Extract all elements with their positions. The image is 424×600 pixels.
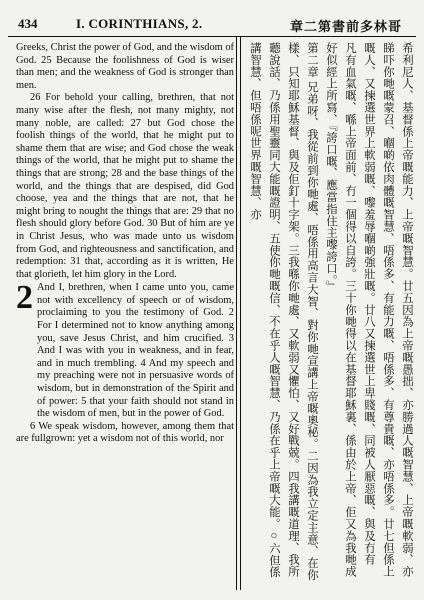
english-paragraph: And I, brethren, when I came unto you, came not with excellency of speech or of wisdom, proclaiming to you the testimony of God. 2 For I determined not to know anything among you, save Jesus Christ, and him crucified. 3 And I was with you in weakness, and in fear, and in much trembling. 4 And my speech and my preaching were not in persuasive words of wisdom, but in demonstration of the Spirit and of power: 5 that your faith should not stand in the wisdom of men, but in the power of God.: [37, 282, 234, 420]
chinese-text: [246, 42, 414, 582]
english-paragraph: 6 We speak wisdom, however, among them that are fullgrown: yet a wisdom not of this world, nor: [16, 420, 234, 445]
chinese-column: 講智慧、但唔係呢世界嘅智慧、亦: [249, 42, 261, 221]
chinese-column: 睇吓你哋嘅蒙召、嗰啲依肉體嘅智慧、唔係多、有能力嘅、唔係多、有尊貴嘅、亦唔係多。廿七但係上: [382, 42, 394, 578]
chinese-column: 嘅人、又揀選世界上軟弱嘅、嚟羞辱嗰啲強壯嘅。廿八又揀選世上卑賤嘅、同被人厭惡嘅、與及冇有: [363, 42, 375, 566]
chapter-start: [16, 279, 234, 421]
english-paragraph: Greeks, Christ the power of God, and the wisdom of God. 25 Because the foolishness of God is wiser than men; and the weakness of God is stronger than men.: [16, 42, 234, 91]
english-paragraph: 26 For behold your calling, brethren, that not many wise after the flesh, not many mighty, not many noble, are called: 27 but God chose the foolish things of the world, that he might put to shame them that are wise; and God chose the weak things of the world, that he might put to shame the things that are strong; 28 and the base things of the world, and the things that are despised, did God choose, yea and the things that are not, that he might bring to nought the things that are: 29 that no flesh should glory before God. 30 But of him are ye in Christ Jesus, who was made unto us wisdom from God, and righteousness and sanctification, and redemption: 31 that, according as it is written, He that glorieth, let him glory in the Lord.: [16, 92, 234, 280]
chinese-column: 樣、只知耶穌基督、與及佢釘十字架。三我喺你哋處、又軟弱又懼怕、又好戰兢。四我講嘅道理、我所: [287, 42, 299, 578]
page-number: 434: [18, 16, 38, 31]
chapter-number: 2: [16, 279, 33, 317]
column-divider: [240, 36, 241, 590]
column-divider: [236, 36, 237, 590]
chinese-column: 聽說話、乃係用聖靈同大能嘅證明、五使你哋嘅信、不在乎人嘅智慧、乃係在乎上帝嘅大能。○六但係: [268, 42, 280, 579]
chinese-title: 章二第書前多林哥: [289, 19, 402, 34]
chinese-column: 好似經上所寫、『誇口嘅、應當指住主嚟誇口。』: [325, 42, 337, 293]
page-header: [8, 14, 416, 37]
english-text: [16, 42, 234, 446]
book-title: I. CORINTHIANS, 2.: [76, 16, 203, 31]
chinese-column: 希利尼人、基督係上帝嘅能力、上帝嘅智慧。廿五因為上帝嘅愚拙、亦勝過人嘅智慧、上帝嘅軟弱、亦: [401, 42, 413, 578]
chinese-column: 凡有血氣嘅、喺上帝面前、冇一個得以自誇。三十你哋得以在基督耶穌裏、係由於上帝、佢又為我哋成: [344, 42, 356, 578]
chinese-column: 第二章 兄弟呀、我從前到你哋處、唔係用高言大智、對你哋宣講上帝嘅奧秘。二因為我立定主意、在你: [306, 42, 318, 581]
